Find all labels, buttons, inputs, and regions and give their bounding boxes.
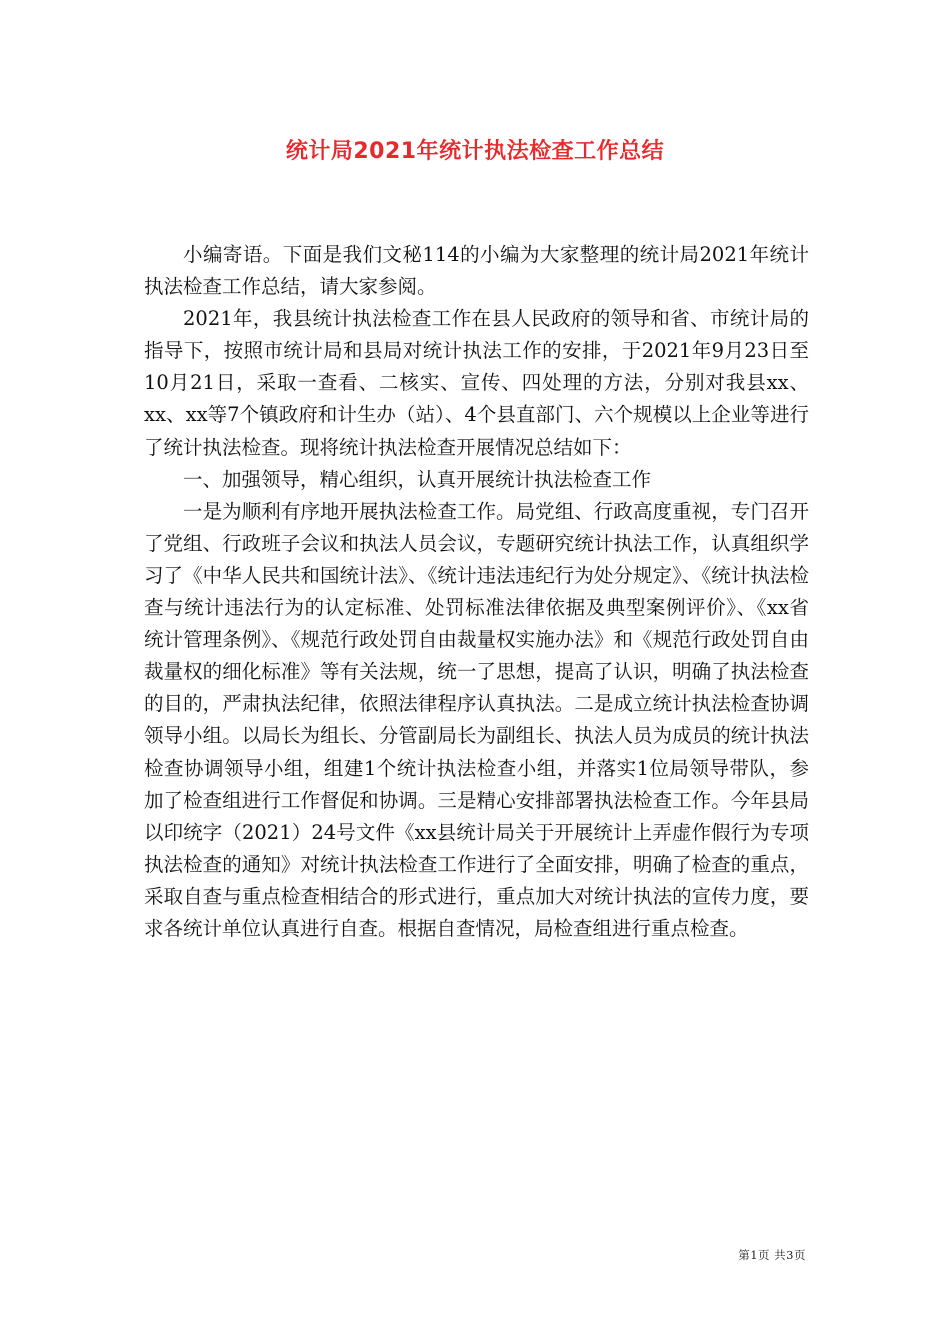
intro-paragraph: 小编寄语。下面是我们文秘114的小编为大家整理的统计局2021年统计执法检查工作总结，请大家参阅。	[144, 243, 809, 299]
page-number: 第1页 共3页	[738, 1248, 806, 1262]
section-heading: 一、加强领导，精心组织，认真开展统计执法检查工作	[183, 467, 652, 491]
detail-paragraph: 一是为顺利有序地开展执法检查工作。局党组、行政高度重视，专门召开了党组、行政班子会议和执法人员会议，专题研究统计执法工作，认真组织学习了《中华人民共和国统计法》、《统计违法违纪行为处分规定》、《统计执法检查与统计违法行为的认定标准、处罚标准法律依据及典型案例评价》、《xx省统计管理条例》、《规范行政处罚自由裁量权实施办法》和《规范行政处罚自由裁量权的细化标准》等有关法规，统一了思想，提高了认识，明确了执法检查的目的，严肃执法纪律，依照法律程序认真执法。二是成立统计执法检查协调领导小组。以局长为组长、分管副局长为副组长、执法人员为成员的统计执法检查协调领导小组，组建1个统计执法检查小组，并落实1位局领导带队，参加了检查组进行工作督促和协调。三是精心安排部署执法检查工作。今年县局以印统字（2021）24号文件《xx县统计局关于开展统计上弄虚作假行为专项执法检查的通知》对统计执法检查工作进行了全面安排，明确了检查的重点，采取自查与重点检查相结合的形式进行，重点加大对统计执法的宣传力度，要求各统计单位认真进行自查。根据自查情况，局检查组进行重点检查。	[144, 499, 809, 940]
overview-paragraph: 2021年，我县统计执法检查工作在县人民政府的领导和省、市统计局的指导下，按照市统计局和县局对统计执法工作的安排，于2021年9月23日至10月21日，采取一查看、二核实、宣传、四处理的方法，分别对我县xx、xx、xx等7个镇政府和计生办（站）、4个县直部门、六个规模以上企业等进行了统计执法检查。现将统计执法检查开展情况总结如下：	[144, 307, 809, 459]
document-body	[144, 239, 809, 945]
document-title: 统计局2021年统计执法检查工作总结	[285, 139, 665, 164]
